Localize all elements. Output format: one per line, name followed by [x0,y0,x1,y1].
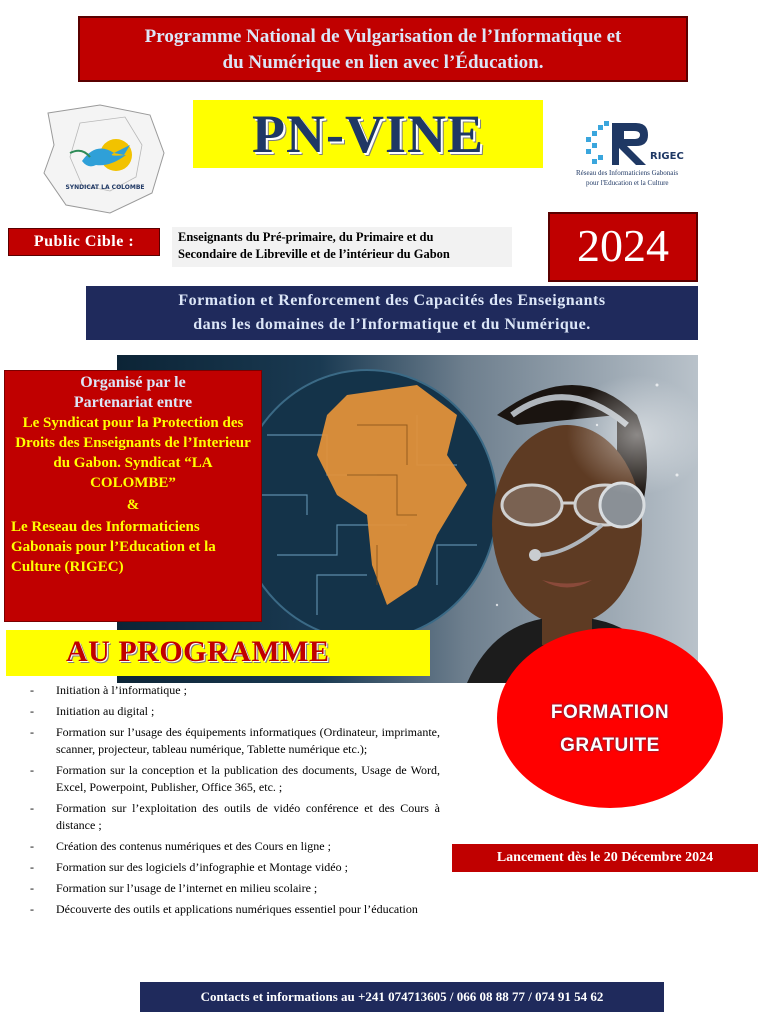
syndicat-colombe-logo [30,95,180,220]
partner-colombe: Le Syndicat pour la Protection des Droits des Enseignants de l’Interieur du Gabon. Syndicat “LA COLOMBE” [15,415,251,491]
gabon-map-dove-icon [30,95,180,220]
list-item [30,703,440,720]
year-badge: 2024 [548,212,698,282]
contacts-banner: Contacts et informations au +241 074713605 / 066 08 88 77 / 074 91 54 62 [140,982,664,1012]
rigec-icon [572,115,697,195]
list-item-text: Formation sur la conception et la publication des documents, Usage de Word, Excel, Powerpoint, Publisher, Office 365, etc. ; [56,763,440,794]
list-item-text: Formation sur l’usage des équipements informatiques (Ordinateur, imprimante, scanner, projecteur, tableau numérique, Tablette numérique etc.); [56,725,440,756]
list-bullet: - [30,860,34,874]
header-banner [78,16,688,82]
public-cible-text [172,227,512,267]
public-cible-label: Public Cible : [8,228,160,256]
list-bullet: - [30,902,34,916]
list-item [30,682,440,699]
list-bullet: - [30,881,34,895]
list-bullet: - [30,704,34,718]
list-item-text: Découverte des outils et applications numériques essentiel pour l’éducation [56,902,418,916]
list-bullet: - [30,683,34,697]
logo-right-line1: Réseau des Informaticiens Gabonais [576,169,679,177]
rigec-logo [572,115,697,195]
list-item-text: Création des contenus numériques et des Cours en ligne ; [56,839,331,853]
list-item [30,724,440,758]
list-bullet: - [30,763,34,777]
formation-banner [86,286,698,340]
list-item [30,880,440,897]
list-bullet: - [30,801,34,815]
partner-and: & [126,497,140,513]
badge-line-2: GRATUITE [560,735,660,756]
formation-gratuite-badge [497,628,723,808]
public-line-1: Enseignants du Pré-primaire, du Primaire et du [178,230,434,244]
list-item-text: Formation sur des logiciels d’infographie et Montage vidéo ; [56,860,348,874]
launch-date-banner: Lancement dès le 20 Décembre 2024 [452,844,758,872]
public-line-2: Secondaire de Libreville et de l’intérieur du Gabon [178,247,450,261]
formation-line-2: dans les domaines de l’Informatique et du Numérique. [193,316,591,333]
formation-line-1: Formation et Renforcement des Capacités des Enseignants [178,292,606,309]
list-bullet: - [30,725,34,739]
list-item [30,859,440,876]
organizer-head-2: Partenariat entre [73,394,193,411]
list-item [30,800,440,834]
header-line-2: du Numérique en lien avec l’Éducation. [222,52,544,73]
title-box [193,100,543,168]
programme-title: AU PROGRAMME [66,635,330,668]
organizer-box [4,370,262,622]
logo-right-line2: pour l'Education et la Culture [586,179,669,187]
header-line-1: Programme National de Vulgarisation de l’Informatique et [144,26,622,47]
list-bullet: - [30,839,34,853]
programme-header [6,630,430,676]
list-item-text: Formation sur l’exploitation des outils de vidéo conférence et des Cours à distance ; [56,801,440,832]
organizer-head-1: Organisé par le [80,374,186,391]
list-item-text: Initiation au digital ; [56,704,155,718]
list-item-text: Formation sur l’usage de l’internet en milieu scolaire ; [56,881,318,895]
programme-list [30,682,440,922]
list-item-text: Initiation à l’informatique ; [56,683,187,697]
logo-left-caption: SYNDICAT LA COLOMBE [65,184,145,191]
partner-rigec: Le Reseau des Informaticiens Gabonais pour l’Education et la Culture (RIGEC) [11,519,216,575]
page-title: PN-VINE [252,104,484,164]
list-item [30,838,440,855]
list-item [30,762,440,796]
badge-line-1: FORMATION [550,702,670,723]
logo-right-mark: RIGEC [650,151,684,162]
list-item [30,901,440,918]
badge-text [497,696,723,762]
